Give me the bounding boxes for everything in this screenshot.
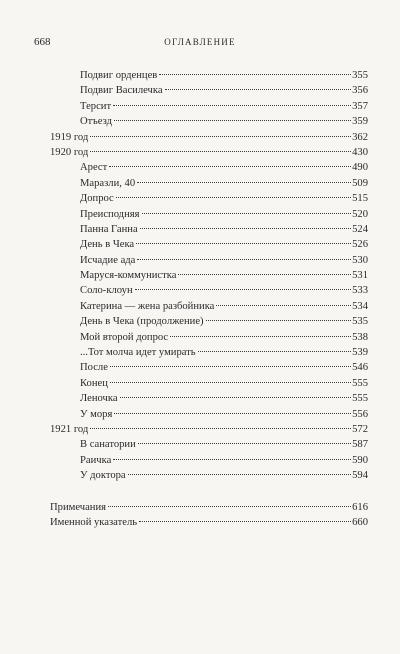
toc-entry	[50, 191, 368, 206]
toc-entry-page: 520	[352, 208, 368, 220]
toc-entry-title: День в Чека	[80, 239, 135, 251]
toc-entry	[50, 114, 368, 129]
toc-entry	[50, 500, 368, 515]
toc-entry-title: Допрос	[80, 193, 114, 205]
toc-entry-page: 616	[352, 501, 368, 513]
dot-leader	[113, 105, 351, 106]
toc-entry	[50, 330, 368, 345]
toc-entry-title: Отъезд	[80, 116, 112, 128]
running-title: ОГЛАВЛЕНИЕ	[164, 37, 236, 47]
toc-entry	[50, 145, 368, 160]
dot-leader	[206, 320, 352, 321]
toc-entry	[50, 437, 368, 452]
toc-entry-page: 356	[352, 85, 368, 97]
toc-entry	[50, 299, 368, 314]
toc-entry-title: Примечания	[50, 501, 106, 513]
toc-entry	[50, 345, 368, 360]
toc-entry	[50, 176, 368, 191]
dot-leader	[110, 366, 351, 367]
toc-entry	[50, 268, 368, 283]
toc-entry-title: Катерина — жена разбойника	[80, 300, 215, 312]
toc-entry-title: Именной указатель	[50, 516, 138, 528]
toc-entry	[50, 237, 368, 252]
toc-entry-page: 533	[352, 285, 368, 297]
toc-entry-title: 1919 год	[50, 131, 89, 143]
toc-entry-page: 357	[352, 100, 368, 112]
toc-entry	[50, 283, 368, 298]
dot-leader	[90, 136, 351, 137]
toc-entry-page: 524	[352, 223, 368, 235]
dot-leader	[139, 521, 351, 522]
toc-entry-page: 555	[352, 377, 368, 389]
toc-entry-page: 509	[352, 177, 368, 189]
toc-entry-title: Конец	[80, 377, 108, 389]
dot-leader	[142, 213, 352, 214]
dot-leader	[114, 120, 351, 121]
toc-entry	[50, 68, 368, 83]
dot-leader	[137, 259, 351, 260]
dot-leader	[140, 228, 351, 229]
dot-leader	[165, 89, 352, 90]
toc-entry-page: 590	[352, 454, 368, 466]
dot-leader	[128, 474, 351, 475]
toc-entry-page: 531	[352, 270, 368, 282]
toc-entry-page: 530	[352, 254, 368, 266]
toc-entry-title: 1921 год	[50, 423, 89, 435]
toc-entry	[50, 160, 368, 175]
toc-entry-title: Подвиг орденцев	[80, 70, 158, 81]
dot-leader	[108, 506, 351, 507]
toc-entry	[50, 422, 368, 437]
toc-entry-title: 1920 год	[50, 146, 89, 158]
dot-leader	[116, 197, 351, 198]
toc-entry-page: 546	[352, 362, 368, 374]
toc-entry-page: 556	[352, 408, 368, 420]
toc-entry-page: 534	[352, 300, 368, 312]
toc-entry-title: Подвиг Василечка	[80, 85, 163, 97]
toc-entry-title: День в Чека (продолжение)	[80, 316, 204, 328]
toc-entry	[50, 222, 368, 237]
toc-entry-page: 535	[352, 316, 368, 328]
toc-entry	[50, 130, 368, 145]
toc-entry-title: У моря	[80, 408, 113, 420]
toc-entry-page: 587	[352, 439, 368, 451]
dot-leader	[216, 305, 351, 306]
toc-entry-page: 355	[352, 70, 368, 81]
dot-leader	[120, 397, 352, 398]
toc-entry	[50, 83, 368, 98]
toc-entry-title: Раичка	[80, 454, 112, 466]
toc-entry-title: Маруся-коммунистка	[80, 270, 177, 282]
dot-leader	[138, 443, 351, 444]
toc-entry-title: Соло-клоун	[80, 285, 133, 297]
page-number: 668	[34, 36, 51, 48]
toc-entry-title: ...Тот молча идет умирать	[80, 347, 196, 359]
toc-entry-page: 572	[352, 423, 368, 435]
toc-entry	[50, 314, 368, 329]
toc-entry-title: Терсит	[80, 100, 112, 112]
toc-entry-page: 490	[352, 162, 368, 174]
toc-entry-page: 359	[352, 116, 368, 128]
toc-entry	[50, 468, 368, 483]
toc-entry-title: После	[80, 362, 108, 374]
dot-leader	[109, 166, 351, 167]
toc-entry-page: 660	[352, 516, 368, 528]
dot-leader	[170, 336, 351, 337]
toc-entry	[50, 360, 368, 375]
table-of-contents	[50, 68, 368, 530]
toc-entry-page: 555	[352, 393, 368, 405]
toc-entry-title: В санатории	[80, 439, 136, 451]
toc-entry	[50, 453, 368, 468]
toc-entry-page: 362	[352, 131, 368, 143]
dot-leader	[110, 382, 351, 383]
dot-leader	[90, 428, 351, 429]
dot-leader	[198, 351, 351, 352]
dot-leader	[113, 459, 351, 460]
page-header	[34, 36, 366, 50]
toc-entry-title: Арест	[80, 162, 108, 174]
dot-leader	[135, 289, 351, 290]
toc-entry-title: Леночка	[80, 393, 118, 405]
dot-leader	[90, 151, 351, 152]
toc-entry	[50, 515, 368, 530]
dot-leader	[159, 74, 351, 75]
toc-entry-page: 430	[352, 146, 368, 158]
toc-entry-title: Преисподняя	[80, 208, 140, 220]
toc-entry-title: У доктора	[80, 470, 126, 482]
toc-entry	[50, 407, 368, 422]
toc-entry-page: 594	[352, 470, 368, 482]
toc-entry	[50, 207, 368, 222]
toc-entry-page: 526	[352, 239, 368, 251]
toc-entry-title: Маразли, 40	[80, 177, 136, 189]
toc-entry-page: 515	[352, 193, 368, 205]
toc-entry-title: Панна Ганна	[80, 223, 138, 235]
dot-leader	[114, 413, 351, 414]
dot-leader	[136, 243, 351, 244]
toc-entry-title: Мой второй допрос	[80, 331, 169, 343]
dot-leader	[137, 182, 351, 183]
toc-entry	[50, 253, 368, 268]
dot-leader	[178, 274, 351, 275]
toc-entry-page: 539	[352, 347, 368, 359]
toc-entry	[50, 391, 368, 406]
toc-entry-title: Исчадие ада	[80, 254, 136, 266]
toc-entry	[50, 376, 368, 391]
toc-entry	[50, 99, 368, 114]
toc-entry-page: 538	[352, 331, 368, 343]
